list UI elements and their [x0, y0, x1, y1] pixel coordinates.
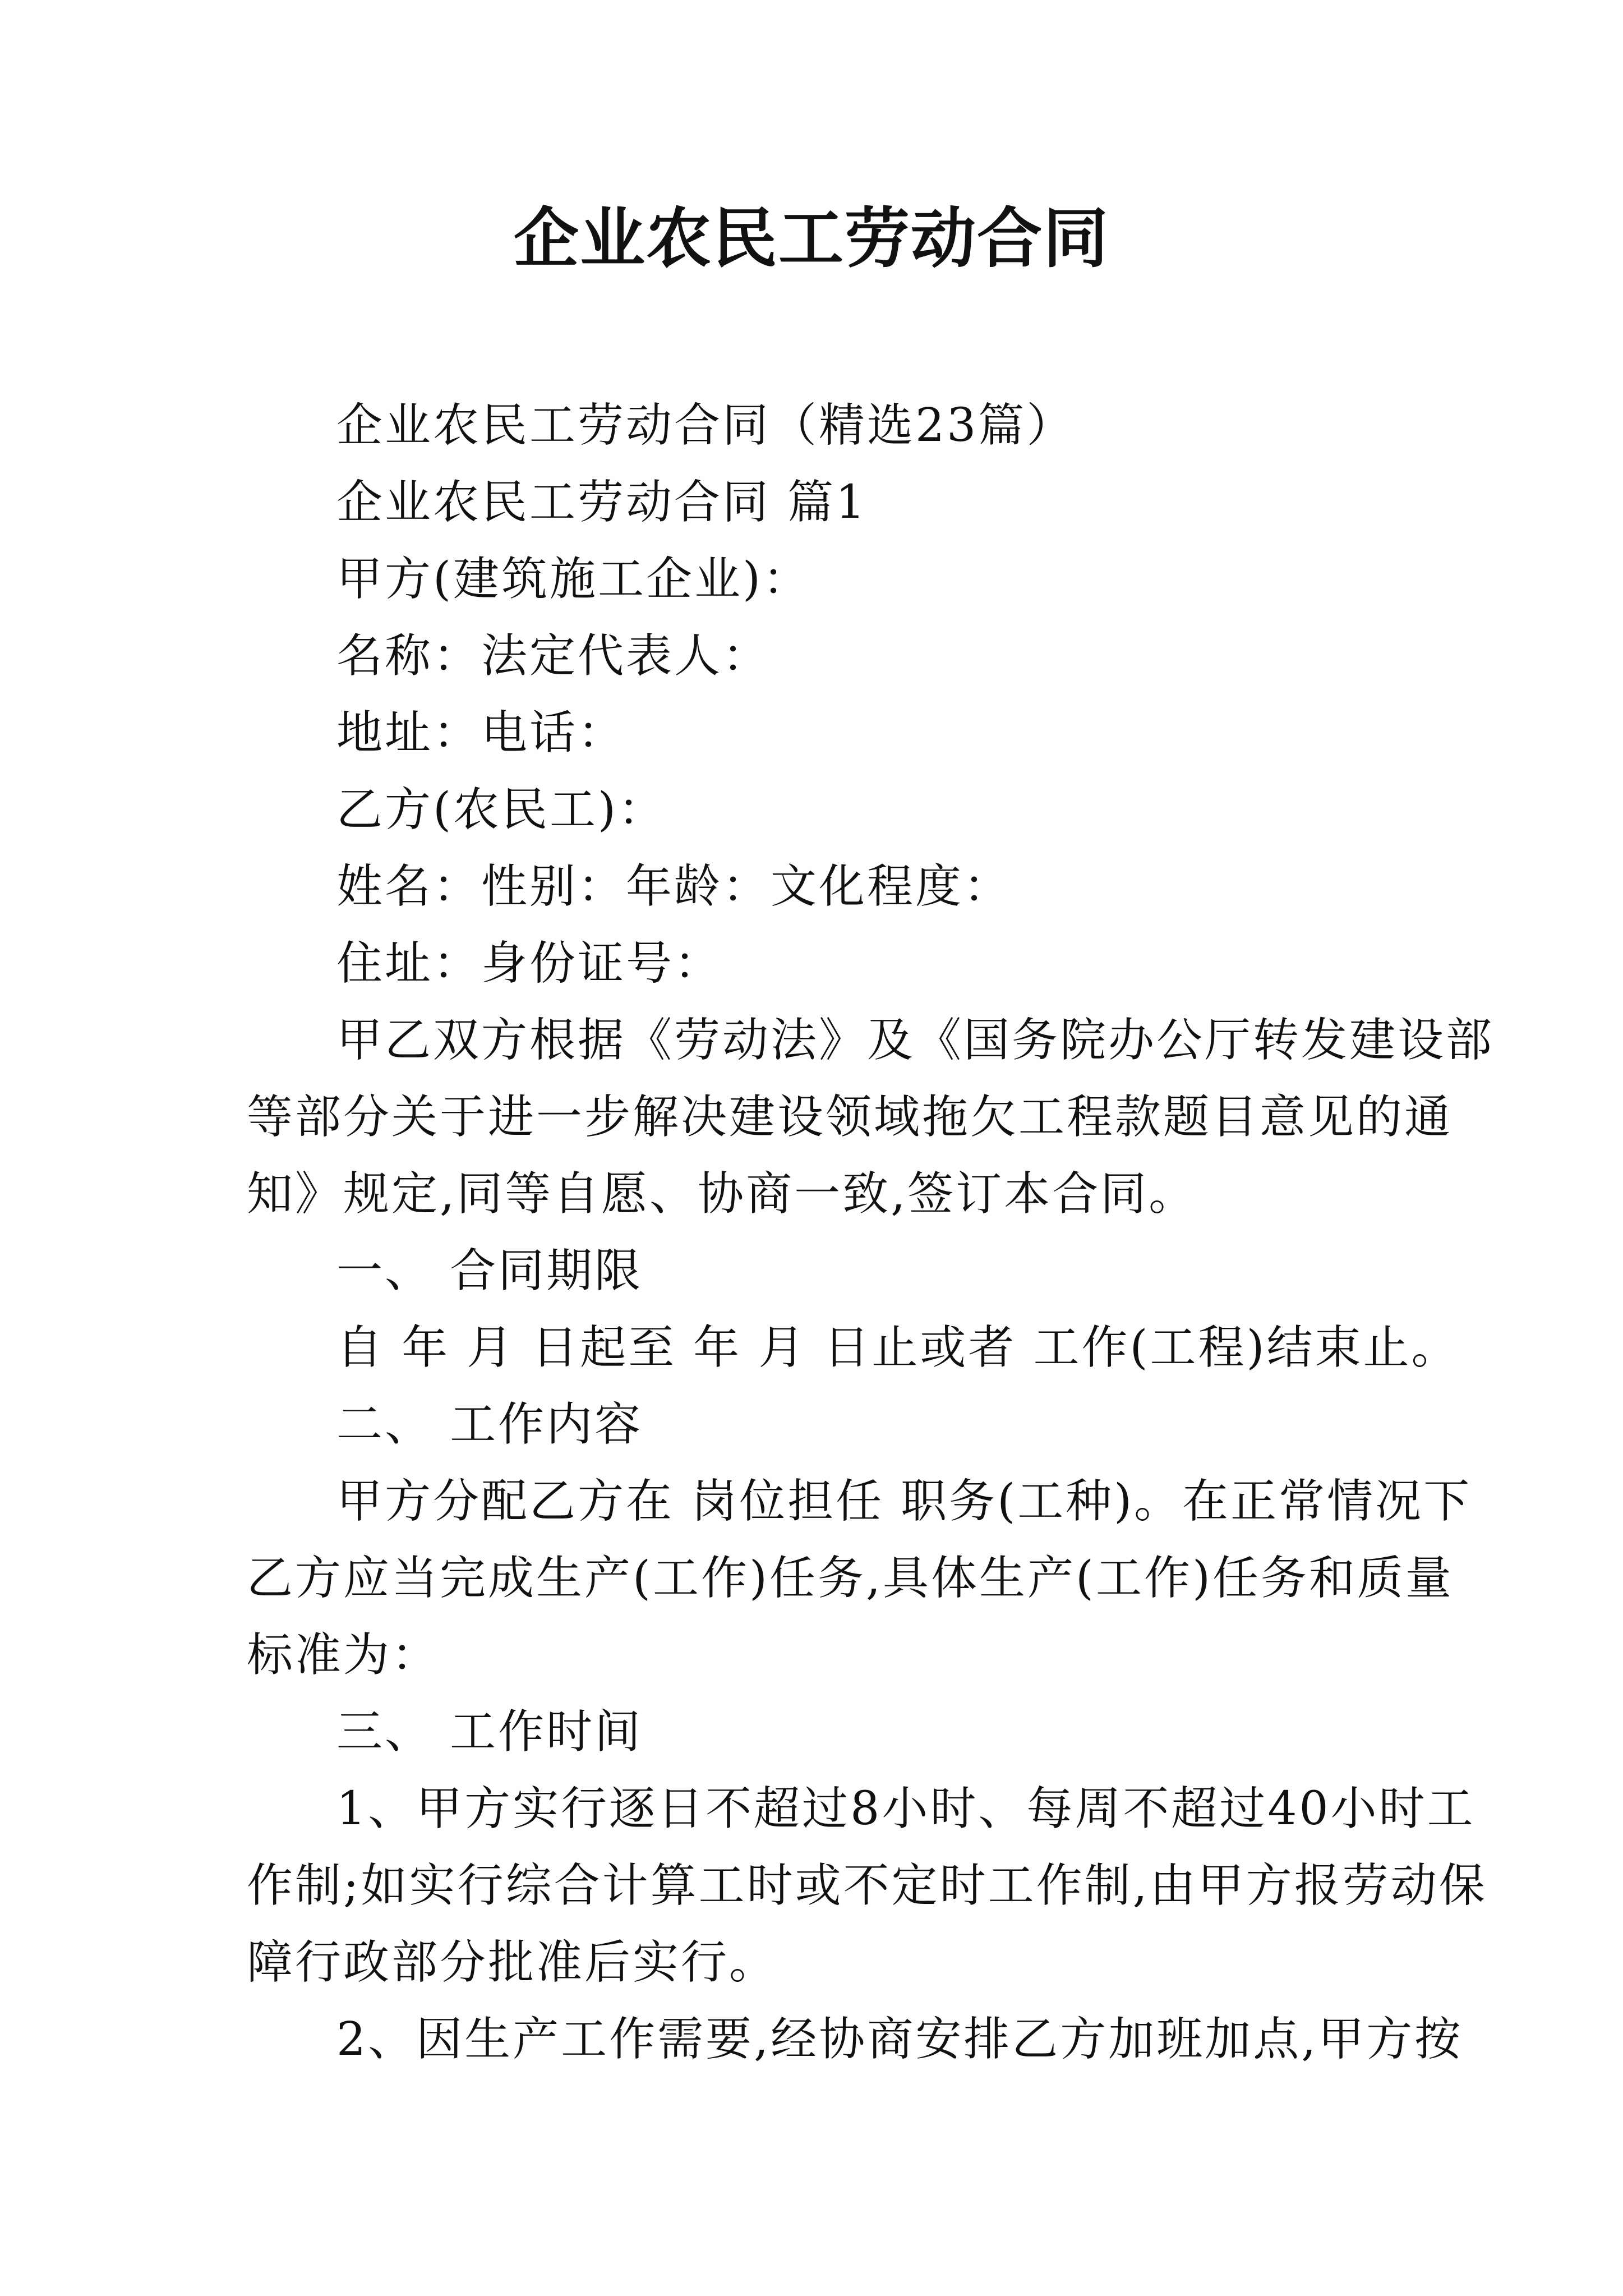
paragraph-line: 甲方分配乙方在 岗位担任 职务(工种)。在正常情况下: [336, 1475, 1472, 1528]
paragraph-line: 自 年 月 日起至 年 月 日止或者 工作(工程)结束止。: [336, 1321, 1460, 1374]
party-b-address-line: 住址：身份证号：: [336, 937, 723, 990]
paragraph-line: 标准为：: [247, 1628, 440, 1682]
party-a-heading: 甲方(建筑施工企业)：: [336, 553, 811, 606]
paragraph-line: 乙方应当完成生产(工作)任务,具体生产(工作)任务和质量: [247, 1552, 1454, 1605]
document-body: [247, 387, 1495, 2078]
paragraph-line: 障行政部分批准后实行。: [247, 1936, 778, 1989]
party-b-info-line: 姓名：性别：年龄：文化程度：: [336, 860, 1012, 913]
section-heading: 三、 工作时间: [336, 1705, 643, 1759]
paragraph-line: 1、甲方实行逐日不超过8小时、每周不超过40小时工: [336, 1782, 1476, 1835]
paragraph-line: 作制;如实行综合计算工时或不定时工作制,由甲方报劳动保: [247, 1859, 1487, 1912]
section-heading: 一、 合同期限: [336, 1244, 643, 1297]
party-b-heading: 乙方(农民工)：: [336, 783, 666, 836]
party-a-address-line: 地址：电话：: [336, 706, 626, 760]
paragraph-line: 知》规定,同等自愿、协商一致,签订本合同。: [247, 1167, 1197, 1221]
paragraph-line: 甲乙双方根据《劳动法》及《国务院办公厅转发建设部: [336, 1014, 1495, 1067]
section-heading: 二、 工作内容: [336, 1398, 643, 1451]
paragraph-line: 等部分关于进一步解决建设领域拖欠工程款题目意见的通: [247, 1091, 1453, 1144]
subtitle-line: 企业农民工劳动合同（精选23篇）: [336, 399, 1075, 452]
party-a-name-line: 名称：法定代表人：: [336, 629, 771, 683]
document-title: 企业农民工劳动合同: [514, 200, 1109, 277]
paragraph-line: 2、因生产工作需要,经协商安排乙方加班加点,甲方按: [336, 2013, 1463, 2066]
section-heading: 企业农民工劳动合同 篇1: [336, 476, 868, 529]
